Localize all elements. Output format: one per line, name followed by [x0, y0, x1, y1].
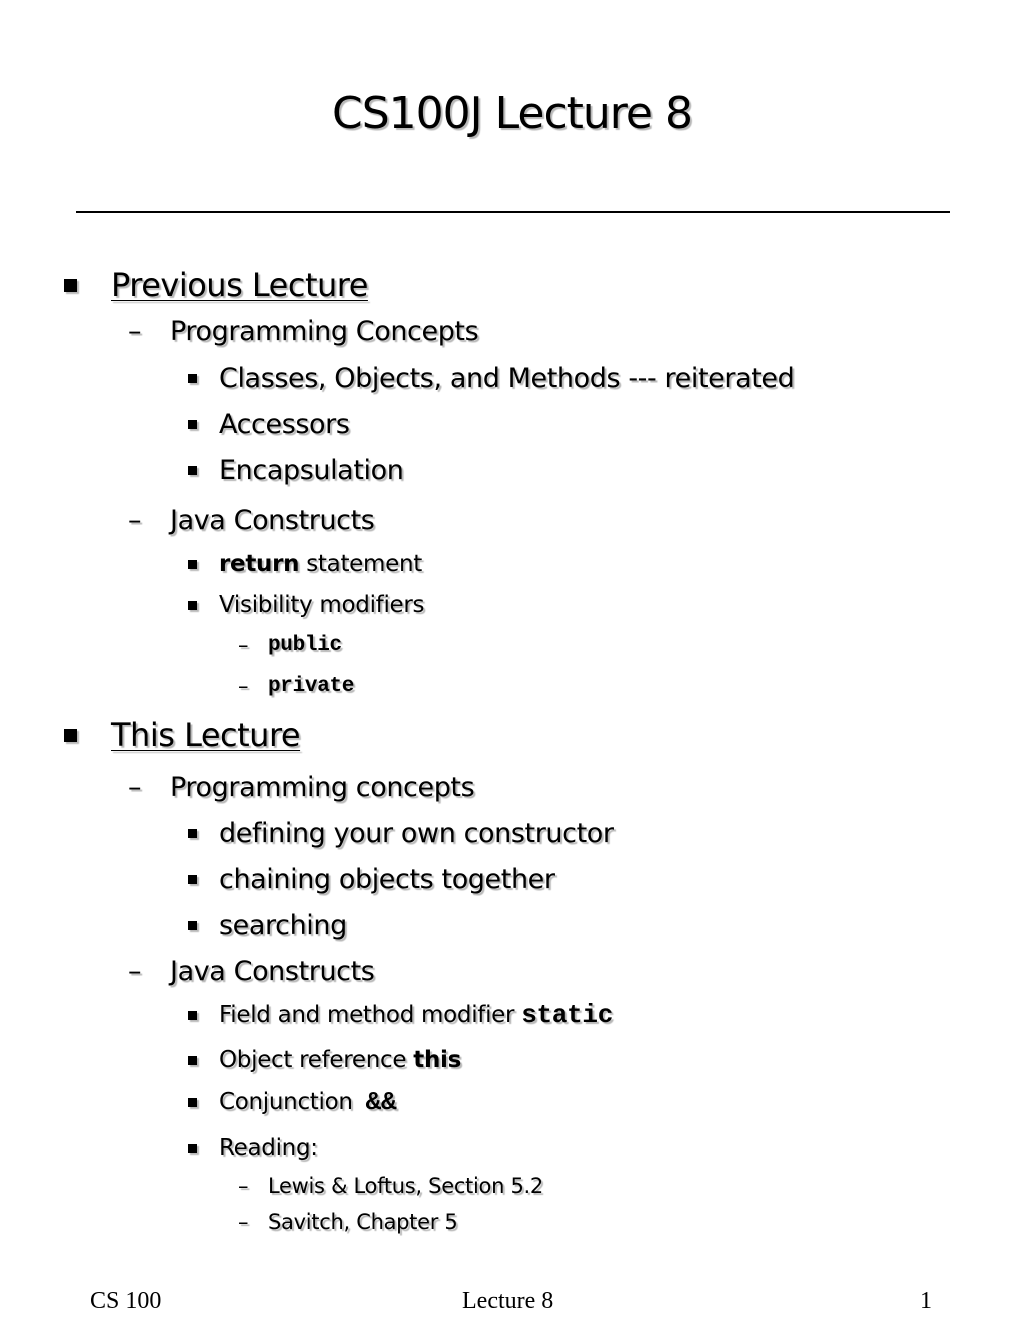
previous-lecture-label: Previous Lecture — [111, 266, 368, 304]
modifier-public — [238, 630, 342, 660]
dash-bullet-icon: – — [128, 955, 142, 987]
static-keyword: static — [521, 1000, 614, 1030]
previous-item-classes — [188, 360, 794, 396]
current-item-searching-label: searching — [219, 909, 347, 941]
current-item-static — [188, 999, 613, 1031]
static-text: Field and method modifier — [219, 1002, 522, 1028]
square-bullet-icon — [188, 466, 197, 475]
previous-lecture-heading — [64, 265, 368, 305]
reading-item-lewis — [238, 1171, 543, 1201]
dash-bullet-icon: – — [238, 674, 249, 698]
square-bullet-icon — [188, 374, 197, 383]
current-item-reading — [188, 1132, 318, 1164]
reading-item-savitch — [238, 1207, 458, 1237]
return-statement-text: statement — [299, 551, 422, 577]
previous-item-encapsulation-label: Encapsulation — [219, 454, 404, 486]
current-item-constructor — [188, 815, 614, 851]
square-bullet-icon — [188, 829, 197, 838]
square-bullet-icon — [64, 729, 77, 742]
previous-programming-concepts — [128, 313, 478, 349]
dash-bullet-icon: – — [238, 633, 249, 657]
conjunction-text: Conjunction — [219, 1089, 360, 1115]
previous-java-constructs-label: Java Constructs — [170, 504, 375, 536]
conjunction-keyword: && — [365, 1087, 397, 1117]
reading-item-savitch-label: Savitch, Chapter 5 — [268, 1210, 458, 1234]
private-keyword: private — [268, 674, 355, 698]
current-item-searching — [188, 907, 347, 943]
current-java-constructs — [128, 953, 374, 989]
reading-label: Reading: — [219, 1135, 318, 1161]
current-programming-concepts — [128, 769, 474, 805]
return-keyword: return — [219, 551, 300, 577]
footer-course: CS 100 — [90, 1288, 162, 1314]
previous-item-accessors — [188, 406, 350, 442]
previous-item-encapsulation — [188, 452, 403, 488]
reading-item-lewis-label: Lewis & Loftus, Section 5.2 — [268, 1174, 543, 1198]
square-bullet-icon — [188, 560, 197, 569]
footer-page-number: 1 — [920, 1288, 932, 1314]
this-lecture-label: This Lecture — [111, 716, 301, 754]
square-bullet-icon — [188, 875, 197, 884]
public-keyword: public — [268, 633, 342, 657]
square-bullet-icon — [188, 1098, 197, 1107]
previous-item-accessors-label: Accessors — [219, 408, 350, 440]
dash-bullet-icon: – — [128, 504, 142, 536]
dash-bullet-icon: – — [238, 1210, 249, 1234]
title-divider — [76, 211, 950, 213]
current-item-chaining-label: chaining objects together — [219, 863, 555, 895]
previous-item-return — [188, 548, 422, 580]
current-item-chaining — [188, 861, 555, 897]
modifier-private — [238, 671, 354, 701]
square-bullet-icon — [188, 921, 197, 930]
previous-item-visibility-label: Visibility modifiers — [219, 592, 425, 618]
square-bullet-icon — [188, 420, 197, 429]
this-lecture-heading — [64, 715, 300, 755]
square-bullet-icon — [188, 1144, 197, 1153]
slide-title: CS100J Lecture 8 — [332, 88, 692, 139]
current-item-constructor-label: defining your own constructor — [219, 817, 614, 849]
current-programming-concepts-label: Programming concepts — [170, 771, 475, 803]
previous-item-visibility — [188, 589, 424, 621]
current-item-this — [188, 1044, 461, 1076]
this-keyword: this — [413, 1047, 462, 1073]
dash-bullet-icon: – — [128, 315, 142, 347]
square-bullet-icon — [188, 1011, 197, 1020]
square-bullet-icon — [188, 601, 197, 610]
this-text: Object reference — [219, 1047, 414, 1073]
previous-item-classes-label: Classes, Objects, and Methods --- reiterated — [219, 362, 795, 394]
footer-lecture: Lecture 8 — [462, 1288, 554, 1314]
current-item-conjunction — [188, 1086, 396, 1118]
previous-programming-concepts-label: Programming Concepts — [170, 315, 479, 347]
previous-java-constructs — [128, 502, 374, 538]
square-bullet-icon — [64, 279, 77, 292]
current-java-constructs-label: Java Constructs — [170, 955, 375, 987]
dash-bullet-icon: – — [238, 1174, 249, 1198]
dash-bullet-icon: – — [128, 771, 142, 803]
square-bullet-icon — [188, 1056, 197, 1065]
